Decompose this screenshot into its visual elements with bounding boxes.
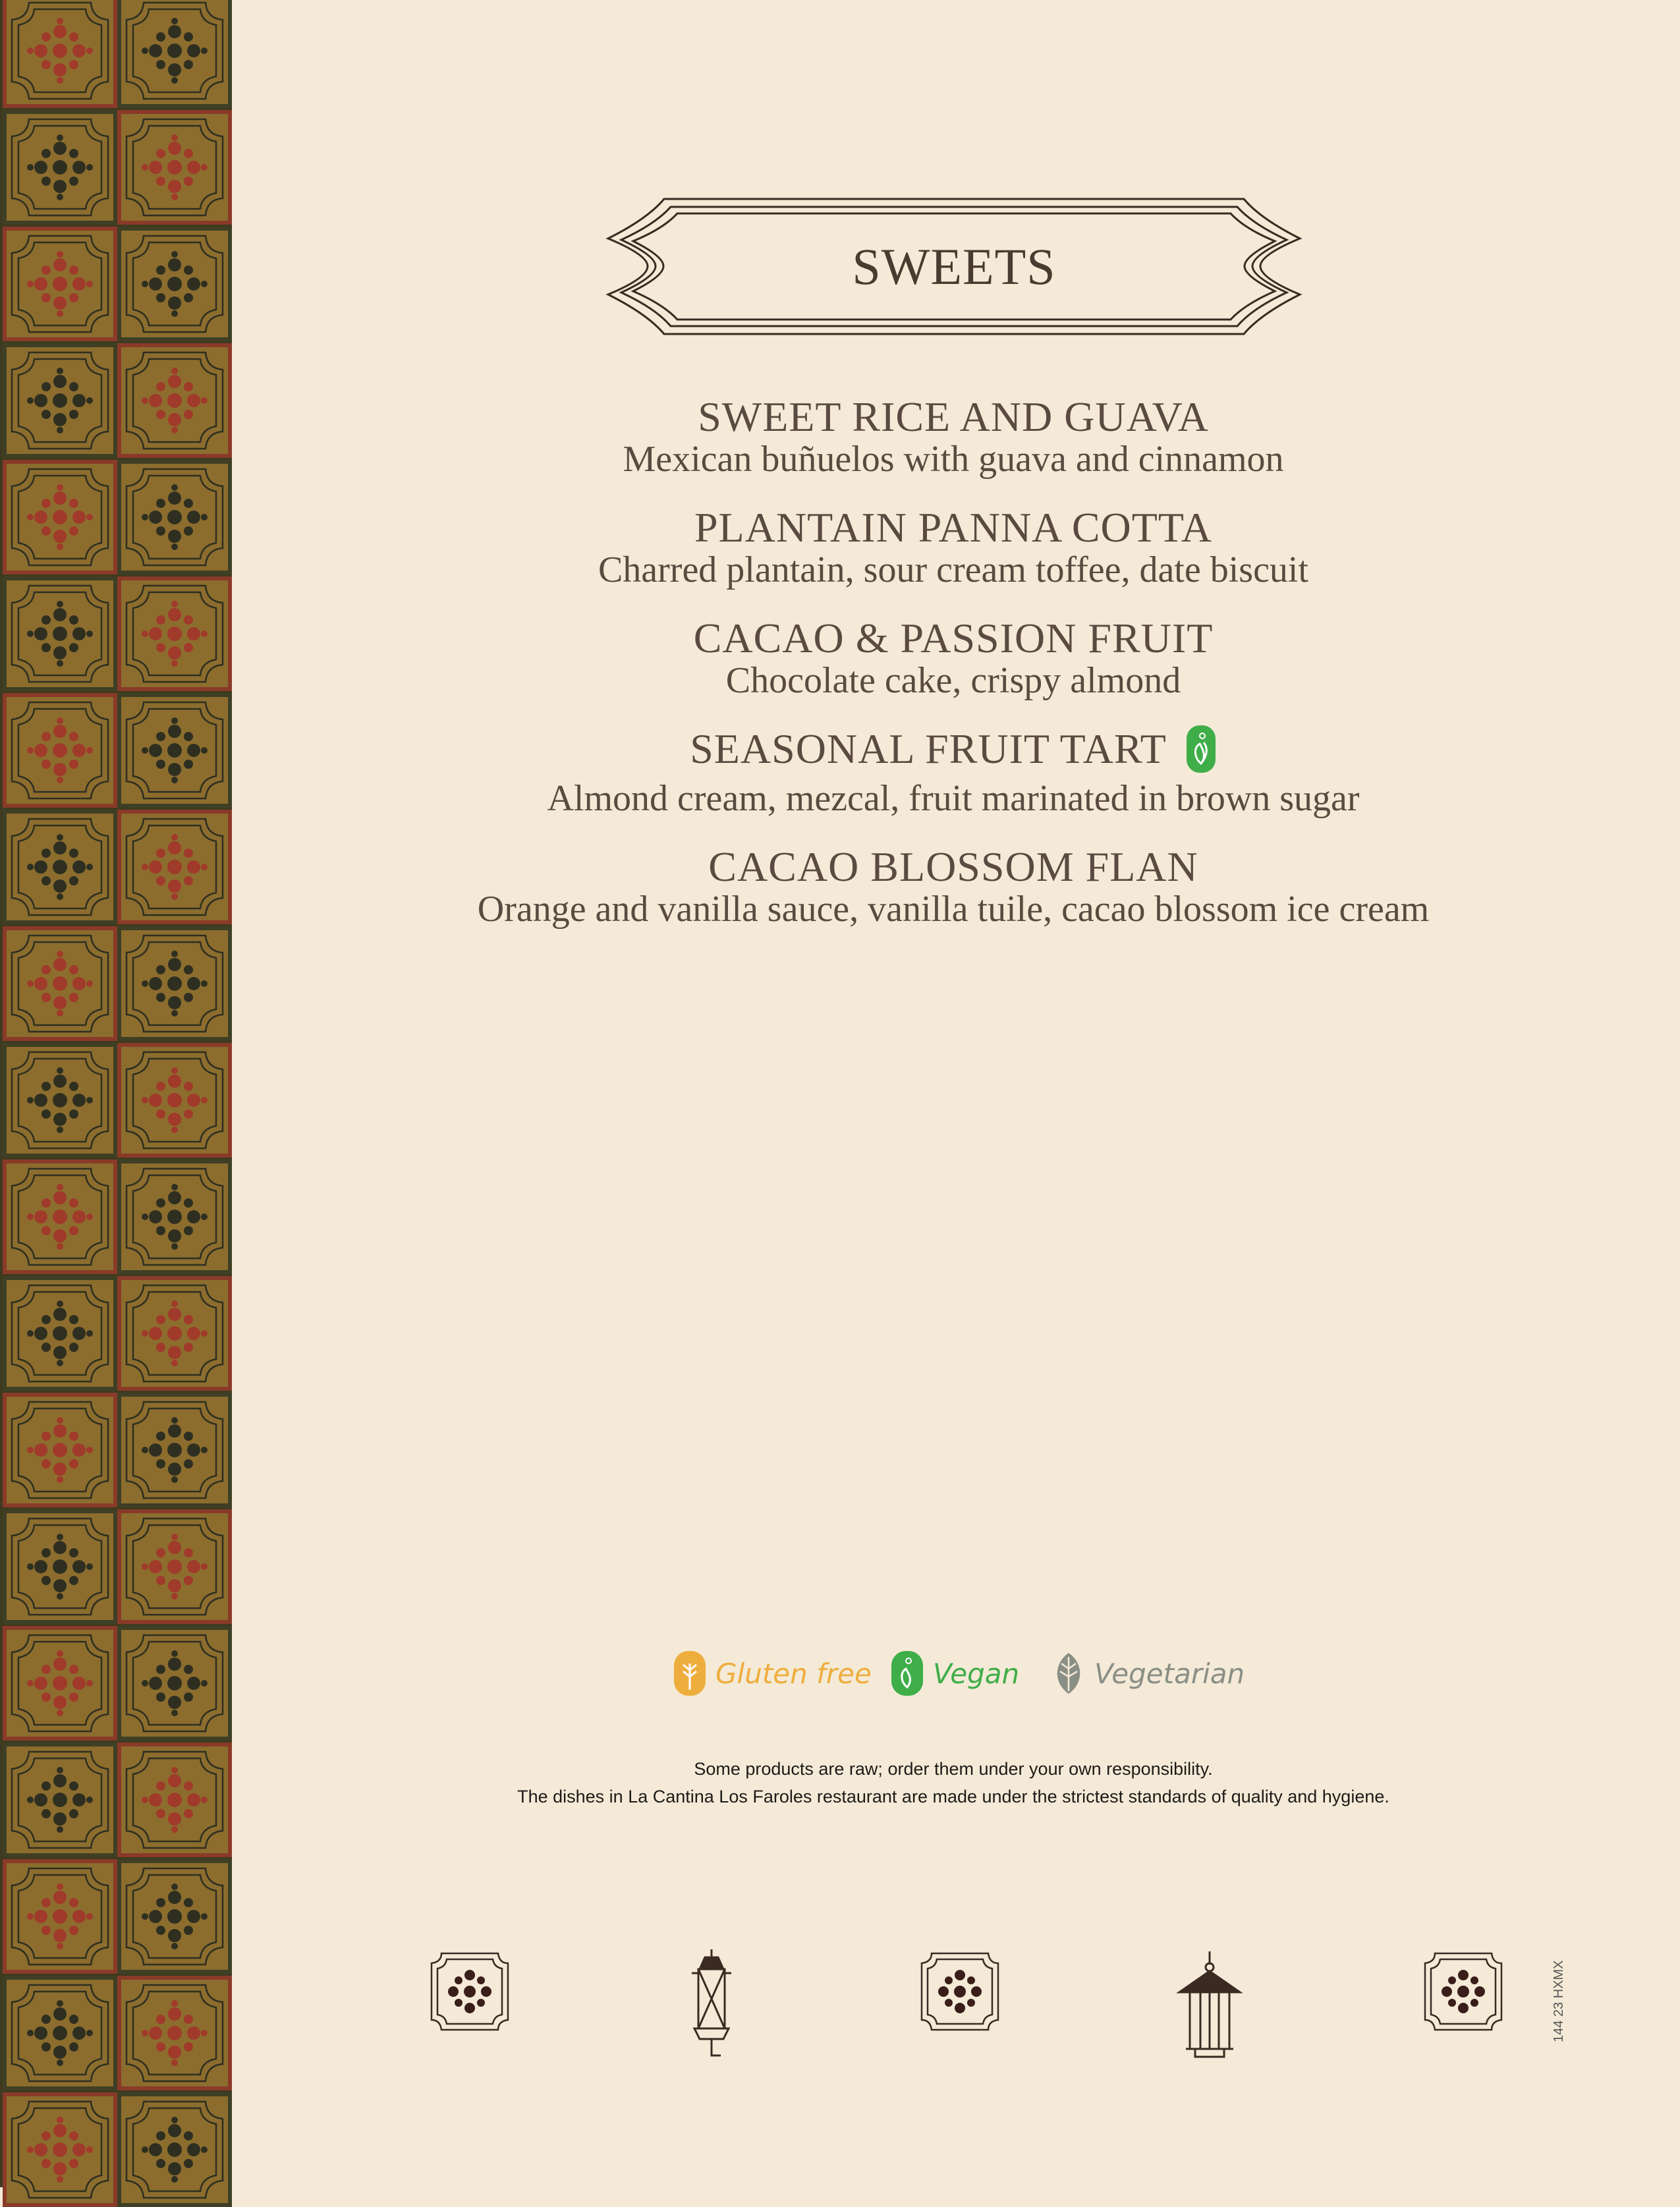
- document-code: 144 23 HXMX: [1552, 1960, 1566, 2042]
- menu-item: [232, 727, 1675, 819]
- menu-item: [232, 845, 1675, 930]
- tile-ornament-icon: [3, 1159, 117, 1274]
- item-name: PLANTAIN PANNA COTTA: [694, 504, 1213, 551]
- vegan-icon: [1185, 724, 1217, 774]
- tile-ornament-icon: [117, 1976, 232, 2090]
- tile-ornament-icon: [117, 2092, 232, 2207]
- tile-ornament-icon: [117, 1393, 232, 1507]
- tile-ornament-icon: [117, 343, 232, 458]
- legend-gluten-free: [673, 1647, 872, 1700]
- item-name: CACAO BLOSSOM FLAN: [708, 843, 1198, 891]
- tile-ornament-icon: [3, 0, 117, 108]
- menu-item: [232, 506, 1675, 590]
- tile-ornament-icon: [3, 1276, 117, 1391]
- item-description: Orange and vanilla sauce, vanilla tuile, cacao blossom ice cream: [477, 889, 1430, 930]
- tile-ornament-icon: [117, 810, 232, 924]
- tile-ornament-icon: [117, 926, 232, 1041]
- tile-ornament-icon: [3, 693, 117, 808]
- decorative-tile-strip: [0, 0, 232, 2187]
- lantern-icon: [685, 1947, 738, 2062]
- legend-vegetarian: [1052, 1647, 1245, 1700]
- menu-items: [232, 395, 1675, 956]
- tile-ornament-icon: [3, 1976, 117, 2090]
- tile-ornament-icon: [3, 1393, 117, 1507]
- disclaimer-line: The dishes in La Cantina Los Faroles restaurant are made under the strictest standards of quality and hygiene.: [517, 1787, 1389, 1806]
- tile-ornament-icon: [3, 810, 117, 924]
- menu-item: [232, 395, 1675, 480]
- tile-ornament-icon: [3, 1509, 117, 1624]
- item-description: Almond cream, mezcal, fruit marinated in brown sugar: [547, 778, 1360, 820]
- tile-ornament-icon: [117, 1159, 232, 1274]
- tile-ornament-icon: [3, 576, 117, 691]
- tile-ornament-icon: [3, 227, 117, 341]
- tile-ornament-icon: [117, 1626, 232, 1741]
- tile-ornament-icon: [3, 926, 117, 1041]
- legend-label: Vegan: [933, 1657, 1020, 1690]
- tile-ornament-icon: [3, 110, 117, 225]
- item-name: CACAO & PASSION FRUIT: [693, 615, 1214, 661]
- tile-ornament-icon: [117, 227, 232, 341]
- leaf-icon: [1052, 1650, 1085, 1696]
- item-description: Chocolate cake, crispy almond: [725, 660, 1181, 701]
- wheat-icon: [673, 1650, 706, 1696]
- dietary-legend: [673, 1647, 1266, 1700]
- menu-page: [232, 0, 1680, 2177]
- tile-ornament-icon: [117, 1509, 232, 1624]
- tile-ornament-icon: [117, 460, 232, 574]
- hanging-lamp-icon: [1175, 1949, 1244, 2061]
- tile-ornament-icon: [3, 1859, 117, 1974]
- tile-ornament-icon: [3, 460, 117, 574]
- item-name: SWEET RICE AND GUAVA: [698, 393, 1209, 440]
- tile-ornament-icon: [3, 1626, 117, 1741]
- tile-ornament-icon: [117, 1743, 232, 1857]
- legend-label: Vegetarian: [1094, 1657, 1245, 1690]
- item-name: SEASONAL FRUIT TART: [690, 725, 1167, 772]
- tile-ornament-icon: [3, 1743, 117, 1857]
- tile-ornament-icon: [117, 693, 232, 808]
- tile-ornament-icon: [428, 1950, 511, 2033]
- tile-ornament-icon: [3, 1043, 117, 1158]
- tile-ornament-icon: [918, 1950, 1001, 2033]
- tile-ornament-icon: [117, 1859, 232, 1974]
- item-description: Mexican buñuelos with guava and cinnamon: [623, 439, 1284, 480]
- tile-ornament-icon: [1422, 1950, 1505, 2033]
- legend-vegan: [891, 1647, 1019, 1700]
- tile-ornament-icon: [117, 576, 232, 691]
- item-description: Charred plantain, sour cream toffee, date biscuit: [598, 549, 1309, 590]
- tile-ornament-icon: [117, 0, 232, 108]
- tile-ornament-icon: [3, 2092, 117, 2207]
- tile-ornament-icon: [117, 1043, 232, 1158]
- section-title: SWEETS: [852, 238, 1056, 295]
- item-name-row: [232, 727, 1675, 778]
- legend-label: Gluten free: [715, 1657, 872, 1690]
- vegan-sprout-icon: [891, 1650, 924, 1696]
- tile-ornament-icon: [117, 1276, 232, 1391]
- tile-ornament-icon: [3, 343, 117, 458]
- menu-item: [232, 617, 1675, 701]
- disclaimer: [232, 1755, 1675, 1810]
- disclaimer-line: Some products are raw; order them under your own responsibility.: [694, 1759, 1213, 1779]
- tile-ornament-icon: [117, 110, 232, 225]
